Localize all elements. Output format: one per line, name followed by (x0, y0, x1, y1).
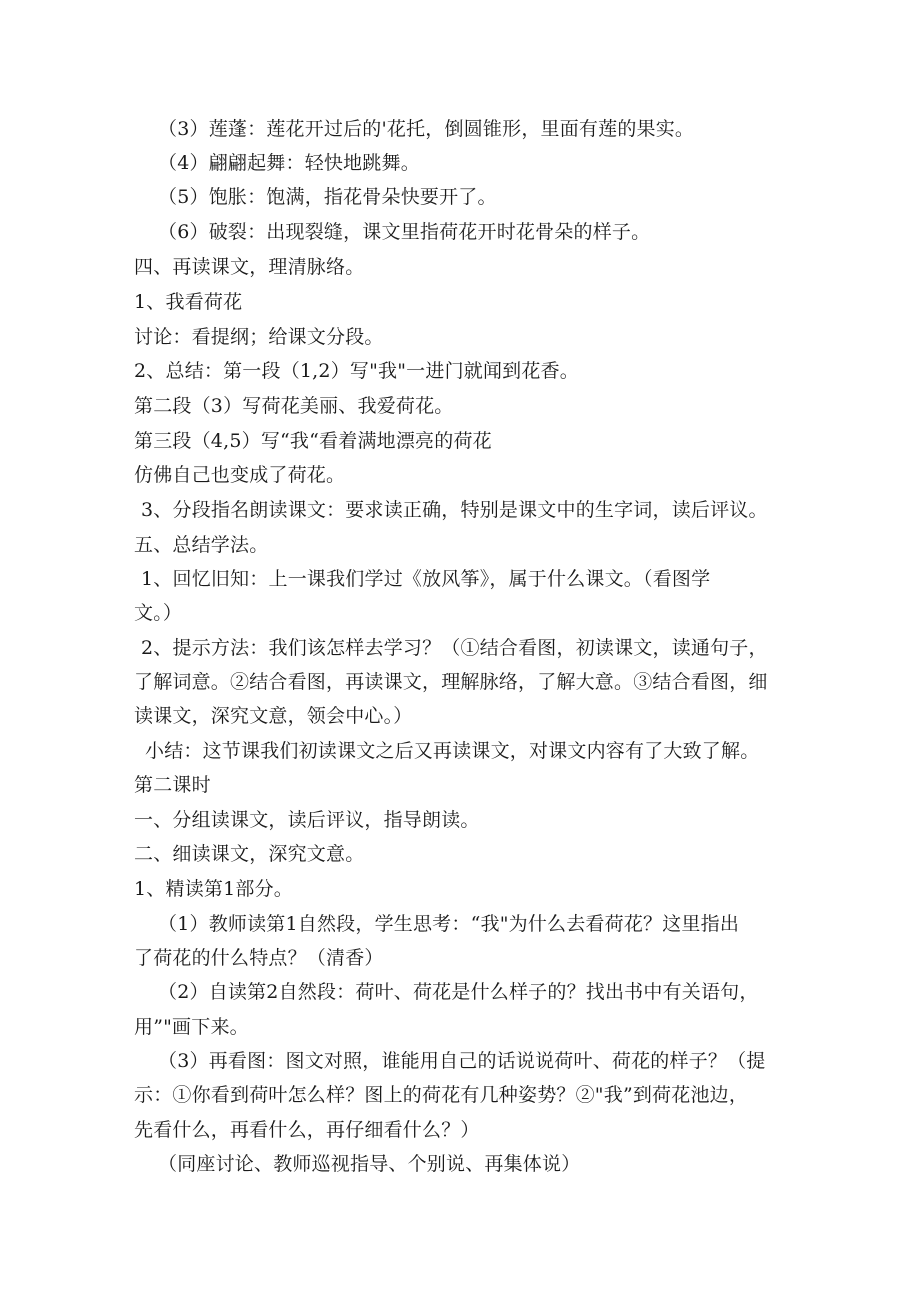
text-line: （5）饱胀：饱满，指花骨朵快要开了。 (158, 186, 497, 208)
text-line: 1、回忆旧知：上一课我们学过《放风筝》，属于什么课文。（看图学 (141, 568, 711, 590)
text-line: （2）自读第2自然段：荷叶、荷花是什么样子的？找出书中有关语句， (158, 981, 759, 1003)
text-line: 1、精读第1部分。 (134, 878, 293, 900)
text-line: 了解词意。②结合看图，再读课文，理解脉络，了解大意。③结合看图，细 (134, 671, 768, 693)
text-line: （3）莲蓬：莲花开过后的'花托，倒圆锥形，里面有莲的果实。 (158, 118, 695, 140)
text-line: 四、再读课文，理清脉络。 (134, 256, 365, 278)
text-line: 第二课时 (134, 774, 211, 796)
text-line: 了荷花的什么特点？（清香） (134, 947, 384, 969)
text-line: 1、我看荷花 (134, 291, 243, 313)
text-line: （4）翩翩起舞：轻快地跳舞。 (158, 152, 420, 174)
text-line: 示：①你看到荷叶怎么样？图上的荷花有几种姿势？②"我”到荷花池边， (134, 1084, 749, 1106)
text-line: （6）破裂：出现裂缝，课文里指荷花开时花骨朵的样子。 (158, 221, 651, 243)
text-line: （同座讨论、教师巡视指导、个别说、再集体说） (158, 1153, 581, 1175)
text-line: 二、细读课文，深究文意。 (134, 843, 365, 865)
text-line: 先看什么，再看什么，再仔细看什么？） (134, 1119, 480, 1141)
text-line: 五、总结学法。 (134, 534, 269, 556)
text-line: 小结：这节课我们初读课文之后又再读课文，对课文内容有了大致了解。 (145, 740, 760, 762)
text-line: 第三段（4,5）写“我“看着满地漂亮的荷花 (134, 430, 492, 452)
text-line: （1）教师读第1自然段，学生思考：“我"为什么去看荷花？这里指出 (158, 913, 740, 935)
text-line: 3、分段指名朗读课文：要求读正确，特别是课文中的生字词，读后评议。 (141, 499, 768, 521)
text-line: 第二段（3）写荷花美丽、我爱荷花。 (134, 395, 454, 417)
text-line: 读课文，深究文意，领会中心。） (134, 705, 413, 727)
text-line: 2、总结：第一段（1,2）写"我"一进门就闻到花香。 (134, 360, 579, 382)
text-line: （3）再看图：图文对照，谁能用自己的话说说荷叶、荷花的样子？（提 (158, 1050, 766, 1072)
text-line: 2、提示方法：我们该怎样去学习？（①结合看图，初读课文，读通句子， (141, 637, 768, 659)
text-line: 讨论：看提纲；给课文分段。 (134, 326, 384, 348)
text-line: 用”"画下来。 (134, 1016, 249, 1038)
text-line: 一、分组读课文，读后评议，指导朗读。 (134, 809, 480, 831)
text-line: 仿佛自己也变成了荷花。 (134, 464, 346, 486)
text-line: 文。） (134, 602, 183, 624)
